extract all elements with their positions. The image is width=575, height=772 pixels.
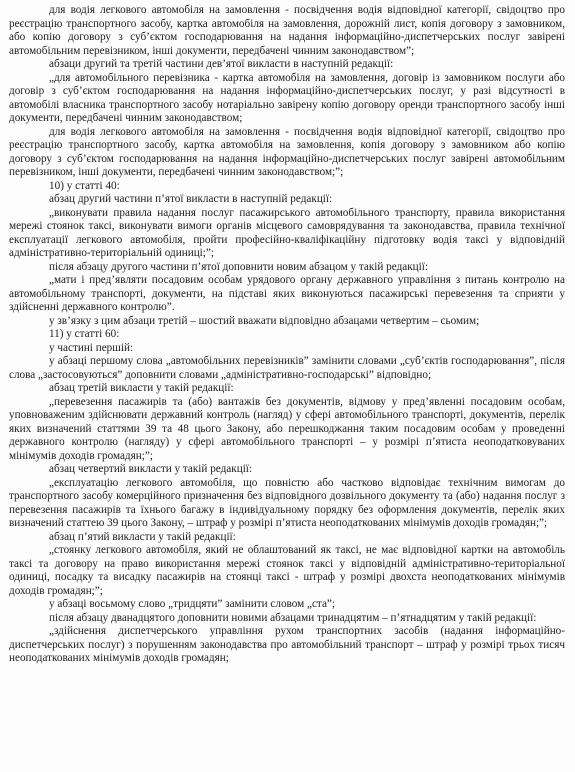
paragraph: у абзаці восьмому слово „тридцяти” замінити словом „ста”; (49, 598, 335, 610)
paragraph: абзац третій викласти у такій редакції: (49, 382, 234, 394)
paragraph: „мати і пред’являти посадовим особам урядового органу державного управління з питань контролю на автомобільному транспорті, документи, на підставі яких виконуються пасажирські перевезення та сприяти у здійсненні державного контролю”. (9, 274, 565, 313)
paragraph: для водія легкового автомобіля на замовлення - посвідчення водія відповідної категорії, свідоцтво про реєстрацію транспортного засобу, картка автомобіля на замовлення, дорожній лист, копія договору з замовником, або копію договору з суб’єктом господарювання на надання інформаційно-диспетчерських послуг завірені автомобільним перевізником, інші документи, передбачені чинним законодавством”; (9, 4, 565, 57)
paragraph: „стоянку легкового автомобіля, який не облаштований як таксі, не має відповідної картки на автомобіль таксі та договору на право використання мережі стоянок таксі у відповідній адміністративно-територіальної одиниці, посадку та висадку пасажирів на стоянці таксі - штраф у розмірі двохста неоподаткованих мінімумів доходів громадян;”; (9, 544, 565, 597)
paragraph: 11) у статті 60: (49, 328, 120, 340)
paragraph: після абзацу дванадцятого доповнити новими абзацами тринадцятим – п’ятнадцятим у такій редакції: (49, 611, 537, 624)
paragraph: у частині першій: (49, 341, 134, 354)
paragraph: у зв’язку з цим абзаци третій – шостий вважати відповідно абзацами четвертим – сьомим; (49, 314, 480, 327)
paragraph: „експлуатацію легкового автомобіля, що повністю або частково відповідає технічним вимогам до транспортного засобу комерційного призначення без відповідного дозвільного документу та (або) надання послуг з перевезення пасажирів та їхнього багажу в індивідуальному порядку без оформлення документів, перелік яких визначений статтею 39 цього Закону, – штраф у розмірі п’ятиста неоподаткованих мінімумів доходів громадян;”; (9, 476, 565, 529)
paragraph: „виконувати правила надання послуг пасажирського автомобільного транспорту, правила використання мережі стоянок таксі, виконувати вимоги органів місцевого самоврядування та законодавства, правила технічної експлуатації легкового автомобіля, пройти професійно-кваліфікаційну підготовку водія таксі у відповідній адміністративно-територіальній одиниці;”; (9, 206, 565, 259)
paragraph: „перевезення пасажирів та (або) вантажів без документів, відмову у пред’явленні посадовим особам, уповноваженим здійснювати державний контроль (нагляд) у сфері автомобільного транспорті, документів, перелік яких визначений статтями 39 та 48 цього Закону, або перешкоджання таким посадовим особам у проведенні державного контролю (нагляду) у сфері автомобільного транспорті – у розмірі п’ятиста неоподатковуваних мінімумів доходів громадян;”; (9, 395, 565, 462)
paragraph: „здійснення диспетчерського управління рухом транспортних засобів (надання інформаційно-диспетчерських послуг) з порушенням законодавства про автомобільний транспорт – штраф у розмірі трьох тисяч неоподаткованих мінімумів доходів громадян; (9, 625, 565, 664)
paragraph: після абзацу другого частини п’ятої доповнити новим абзацом у такій редакції: (49, 260, 428, 273)
paragraph: для водія легкового автомобіля на замовлення - посвідчення водія відповідної категорії, свідоцтво про реєстрацію транспортного засобу, картка автомобіля на замовлення, копія договору з замовником або копію договору з суб’єктом господарювання на надання інформаційно-диспетчерських послуг завірені автомобільним перевізником, інші документи, передбачені чинним законодавством;”; (9, 125, 565, 178)
paragraph: „для автомобільного перевізника - картка автомобіля на замовлення, договір із замовником послуги або договір з суб’єктом господарювання на надання інформаційно-диспетчерських послуг, у разі відсутності в автомобілі власника транспортного засобу нотаріально завірену копію договору оренди транспортного засобу інші документи, передбачені чинним законодавством; (9, 71, 565, 124)
paragraph: у абзаці першому слова „автомобільних перевізників” замінити словами „суб’єктів господарювання”, після слова „застосовуються” доповнити словами „адміністративно-господарські” відповідно; (9, 355, 565, 381)
paragraph: абзац п’ятий викласти у такій редакції: (49, 530, 236, 543)
paragraph: абзац другий частини п’ятої викласти в наступній редакції: (49, 193, 333, 205)
paragraph: 10) у статті 40: (49, 179, 120, 192)
paragraph: абзаци другий та третій частини дев’ятої викласти в наступній редакції: (49, 58, 394, 70)
paragraph: абзац четвертий викласти у такій редакції: (49, 463, 253, 475)
